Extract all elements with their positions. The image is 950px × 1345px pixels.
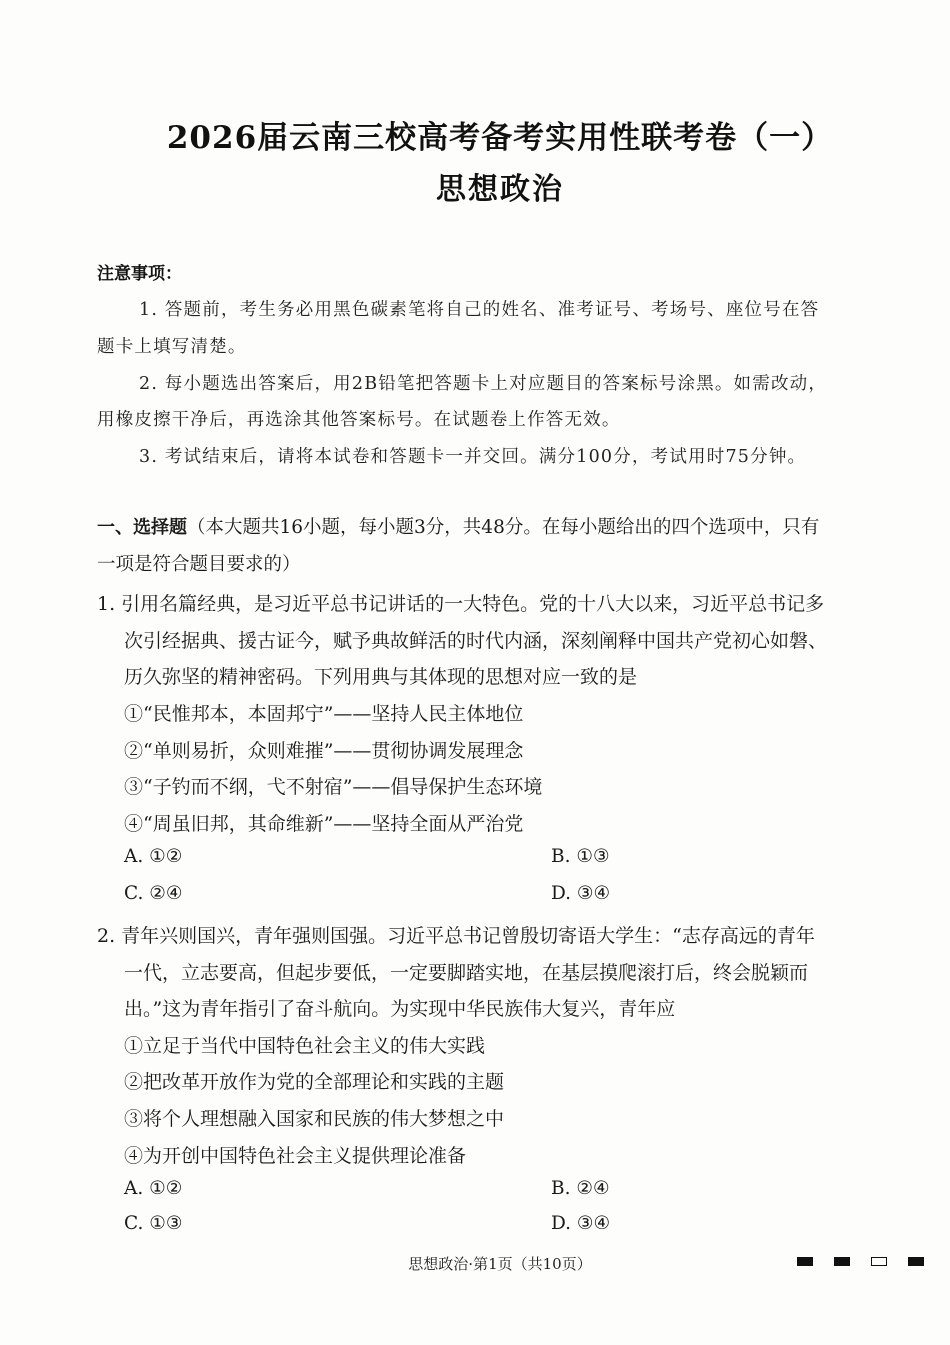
notice-line: 用橡皮擦干净后，再选涂其他答案标号。在试题卷上作答无效。 bbox=[97, 410, 621, 430]
filled-mark bbox=[908, 1257, 924, 1266]
question-2-option-a: A. ①② bbox=[124, 1178, 183, 1199]
question-1-option-a: A. ①② bbox=[124, 846, 183, 867]
notice-line: 3. 考试结束后，请将本试卷和答题卡一并交回。满分100分，考试用时75分钟。 bbox=[139, 447, 807, 467]
question-1-item: ②“单则易折，众则难摧”——贯彻协调发展理念 bbox=[124, 740, 524, 762]
question-2-item: ③将个人理想融入国家和民族的伟大梦想之中 bbox=[124, 1108, 505, 1130]
section-label: 一、选择题 bbox=[97, 517, 187, 538]
question-2-stem: 出。”这为青年指引了奋斗航向。为实现中华民族伟大复兴，青年应 bbox=[124, 998, 676, 1020]
question-2-option-d: D. ③④ bbox=[551, 1213, 611, 1234]
question-1-option-d: D. ③④ bbox=[551, 883, 611, 904]
question-1-item: ①“民惟邦本，本固邦宁”——坚持人民主体地位 bbox=[124, 703, 524, 725]
section-desc: （本大题共16小题，每小题3分，共48分。在每小题给出的四个选项中，只有 bbox=[187, 517, 820, 538]
question-2-stem: 2. 青年兴则国兴，青年强则国强。习近平总书记曾殷切寄语大学生：“志存高远的青年 bbox=[97, 925, 815, 947]
exam-subject: 思想政治 bbox=[436, 172, 564, 207]
question-2-item: ①立足于当代中国特色社会主义的伟大实践 bbox=[124, 1035, 486, 1057]
empty-mark bbox=[871, 1257, 887, 1266]
question-2-item: ②把改革开放作为党的全部理论和实践的主题 bbox=[124, 1071, 505, 1093]
notice-heading: 注意事项： bbox=[97, 264, 182, 284]
question-1-option-c: C. ②④ bbox=[124, 883, 183, 904]
question-2-option-c: C. ①③ bbox=[124, 1213, 183, 1234]
registration-marks bbox=[797, 1257, 924, 1266]
section-heading bbox=[97, 513, 819, 539]
notice-line: 1. 答题前，考生务必用黑色碳素笔将自己的姓名、准考证号、考场号、座位号在答 bbox=[139, 300, 820, 320]
question-1-stem: 次引经据典、援古证今，赋予典故鲜活的时代内涵，深刻阐释中国共产党初心如磐、 bbox=[124, 630, 828, 652]
question-1-item: ④“周虽旧邦，其命维新”——坚持全面从严治党 bbox=[124, 813, 524, 835]
filled-mark bbox=[834, 1257, 850, 1266]
question-1-option-b: B. ①③ bbox=[551, 846, 610, 867]
question-2-item: ④为开创中国特色社会主义提供理论准备 bbox=[124, 1145, 467, 1167]
notice-line: 题卡上填写清楚。 bbox=[97, 337, 247, 357]
filled-mark bbox=[797, 1257, 813, 1266]
section-desc-continued: 一项是符合题目要求的） bbox=[97, 554, 301, 575]
notice-line: 2. 每小题选出答案后，用2B铅笔把答题卡上对应题目的答案标号涂黑。如需改动， bbox=[139, 374, 828, 394]
question-1-item: ③“子钓而不纲，弋不射宿”——倡导保护生态环境 bbox=[124, 776, 543, 798]
exam-title: 2026届云南三校高考备考实用性联考卷（一） bbox=[166, 120, 834, 156]
question-1-stem: 历久弥坚的精神密码。下列用典与其体现的思想对应一致的是 bbox=[124, 666, 638, 688]
question-1-stem: 1. 引用名篇经典，是习近平总书记讲话的一大特色。党的十八大以来，习近平总书记多 bbox=[97, 593, 825, 615]
question-2-stem: 一代，立志要高，但起步要低，一定要脚踏实地，在基层摸爬滚打后，终会脱颖而 bbox=[124, 962, 809, 984]
page-footer: 思想政治·第1页（共10页） bbox=[408, 1255, 592, 1273]
question-2-option-b: B. ②④ bbox=[551, 1178, 610, 1199]
